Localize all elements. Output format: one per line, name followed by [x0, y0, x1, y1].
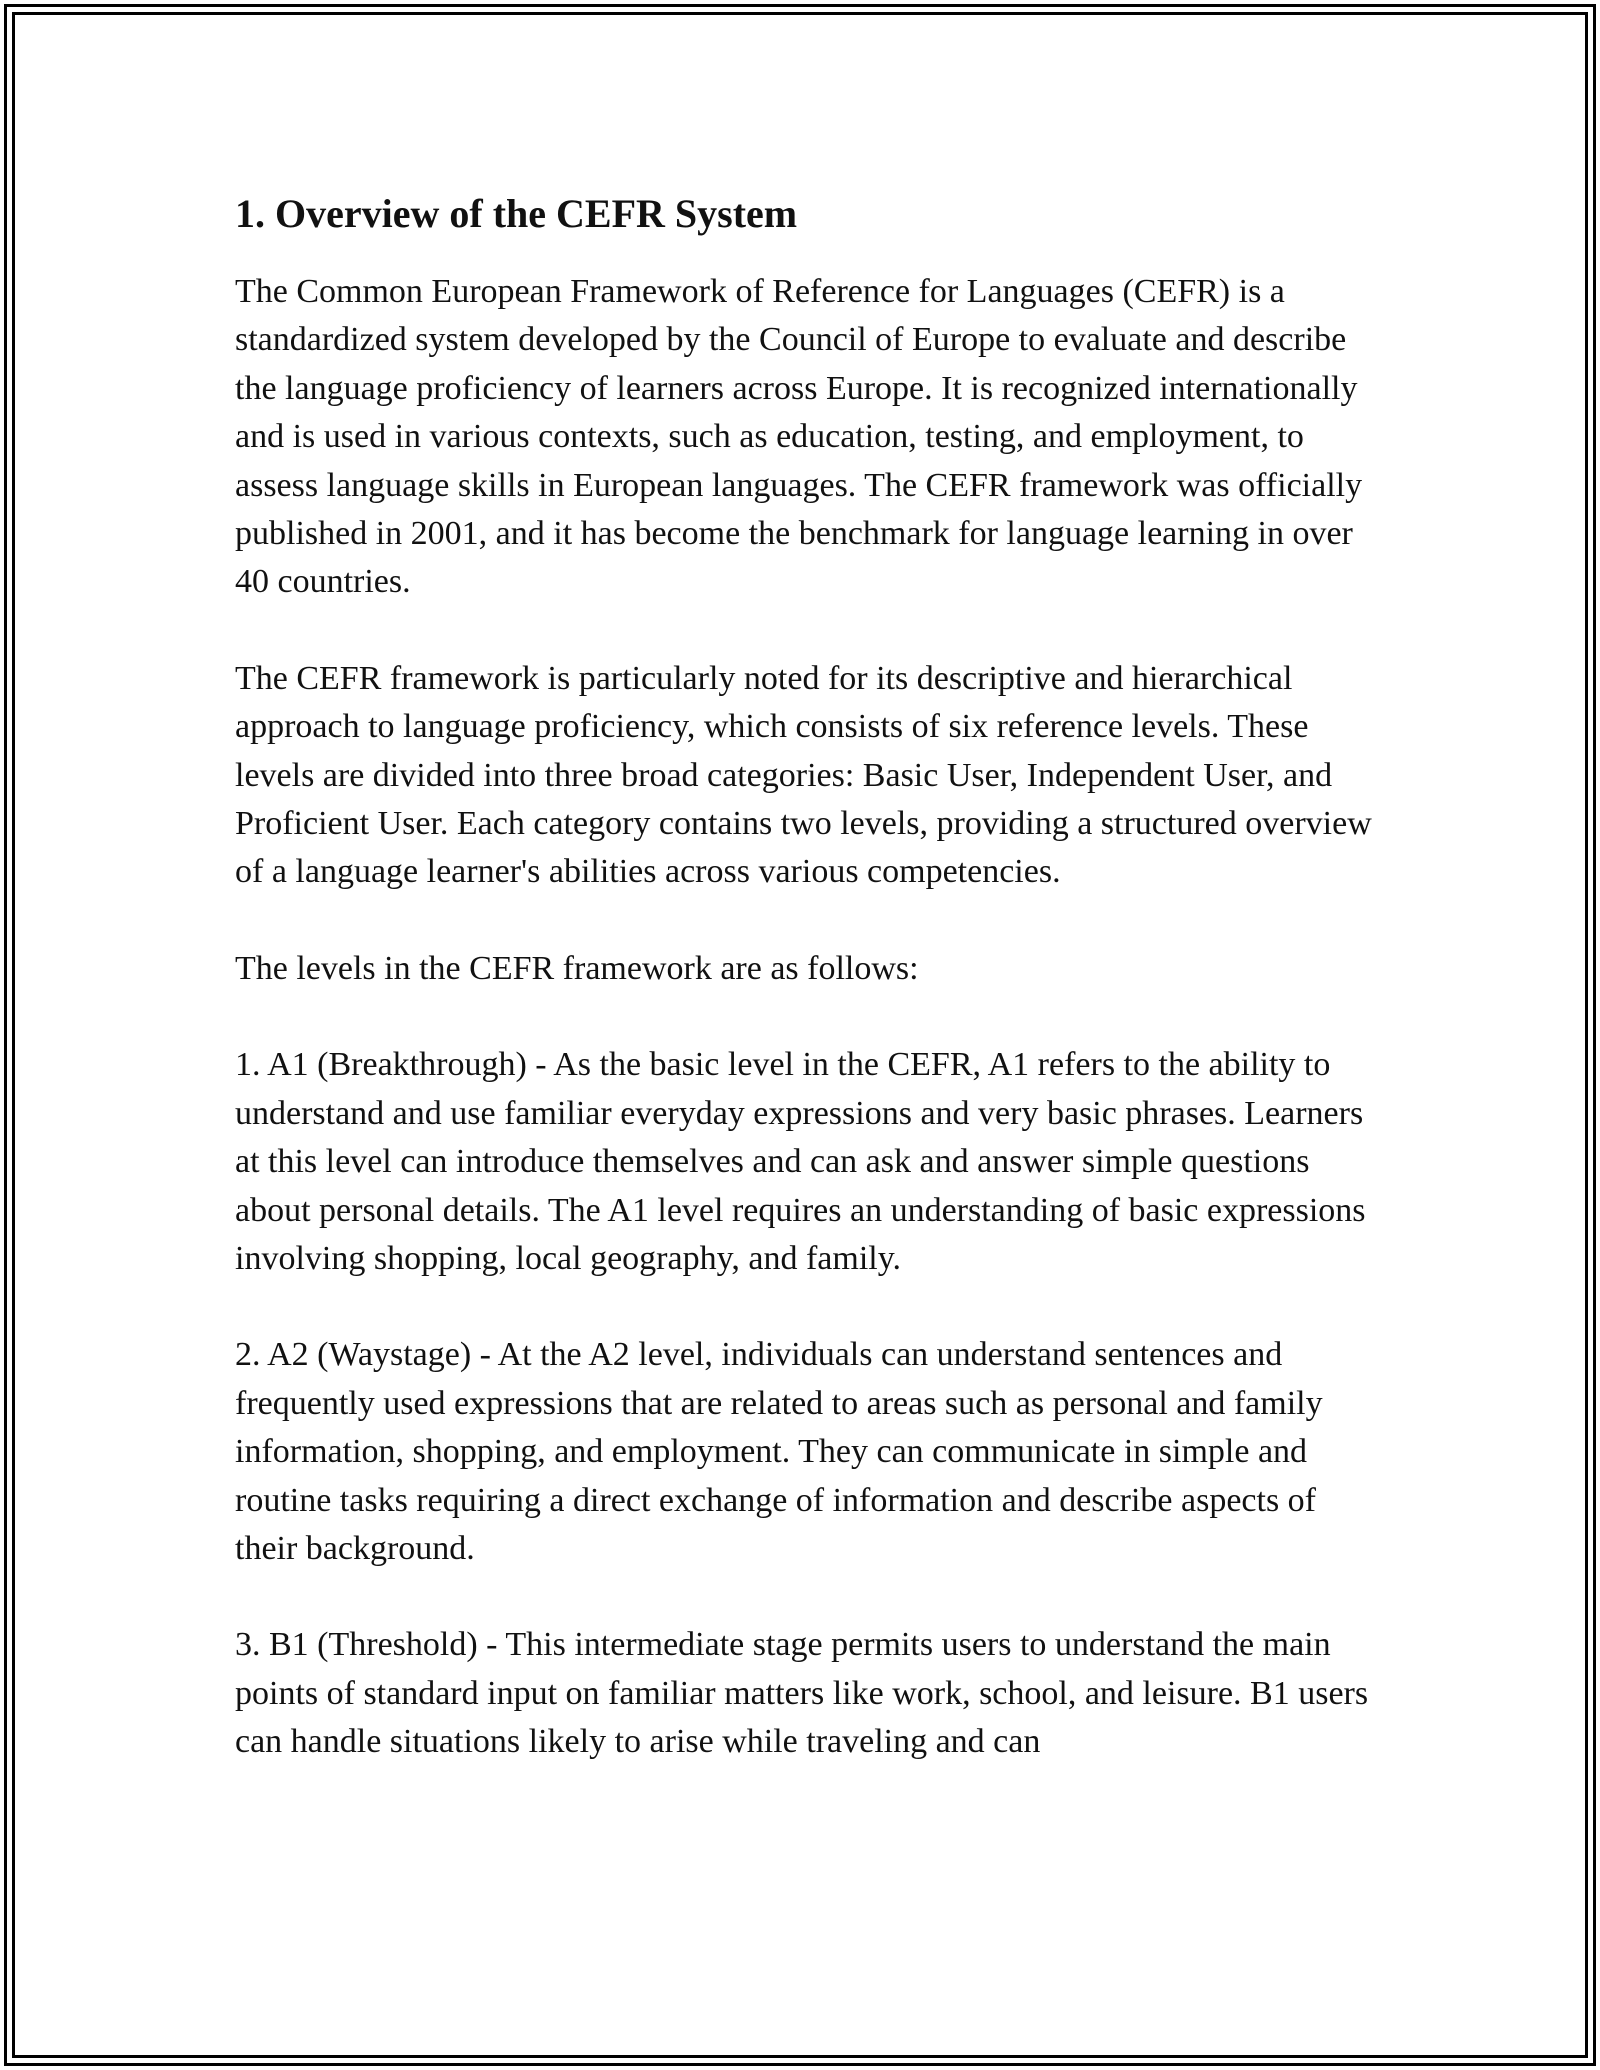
section-heading: 1. Overview of the CEFR System: [235, 191, 798, 236]
paragraph-level-b1: 3. B1 (Threshold) - This intermediate stage permits users to understand the main points of standard input on familiar matters like work, school, and leisure. B1 users can handle situations likely to arise while traveling and can: [235, 1626, 1369, 1761]
paragraph-levels-intro: The levels in the CEFR framework are as follows:: [235, 949, 919, 987]
paragraph-level-a2: 2. A2 (Waystage) - At the A2 level, individuals can understand sentences and frequently used expressions that are related to areas such as personal and family information, shopping, and employment. They can communicate in simple and routine tasks requiring a direct exchange of information and describe aspects of their background.: [235, 1336, 1323, 1567]
paragraph-hierarchy: The CEFR framework is particularly noted for its descriptive and hierarchical approach to language proficiency, which consists of six reference levels. These levels are divided into three broad categories: Basic User, Independent User, and Proficient User. Each category contains two levels, providing a structured overview of a language learner's abilities across various competencies.: [235, 659, 1372, 891]
paragraph-overview: The Common European Framework of Reference for Languages (CEFR) is a standardized system developed by the Council of Europe to evaluate and describe the language proficiency of learners across Europe. It is recognized internationally and is used in various contexts, such as education, testing, and employment, to assess language skills in European languages. The CEFR framework was officially published in 2001, and it has become the benchmark for language learning in over 40 countries.: [235, 273, 1363, 601]
document-body: [235, 188, 1375, 1815]
paragraph-level-a1: 1. A1 (Breakthrough) - As the basic level in the CEFR, A1 refers to the ability to understand and use familiar everyday expressions and very basic phrases. Learners at this level can introduce themselves and can ask and answer simple questions about personal details. The A1 level requires an understanding of basic expressions involving shopping, local geography, and family.: [235, 1046, 1366, 1277]
